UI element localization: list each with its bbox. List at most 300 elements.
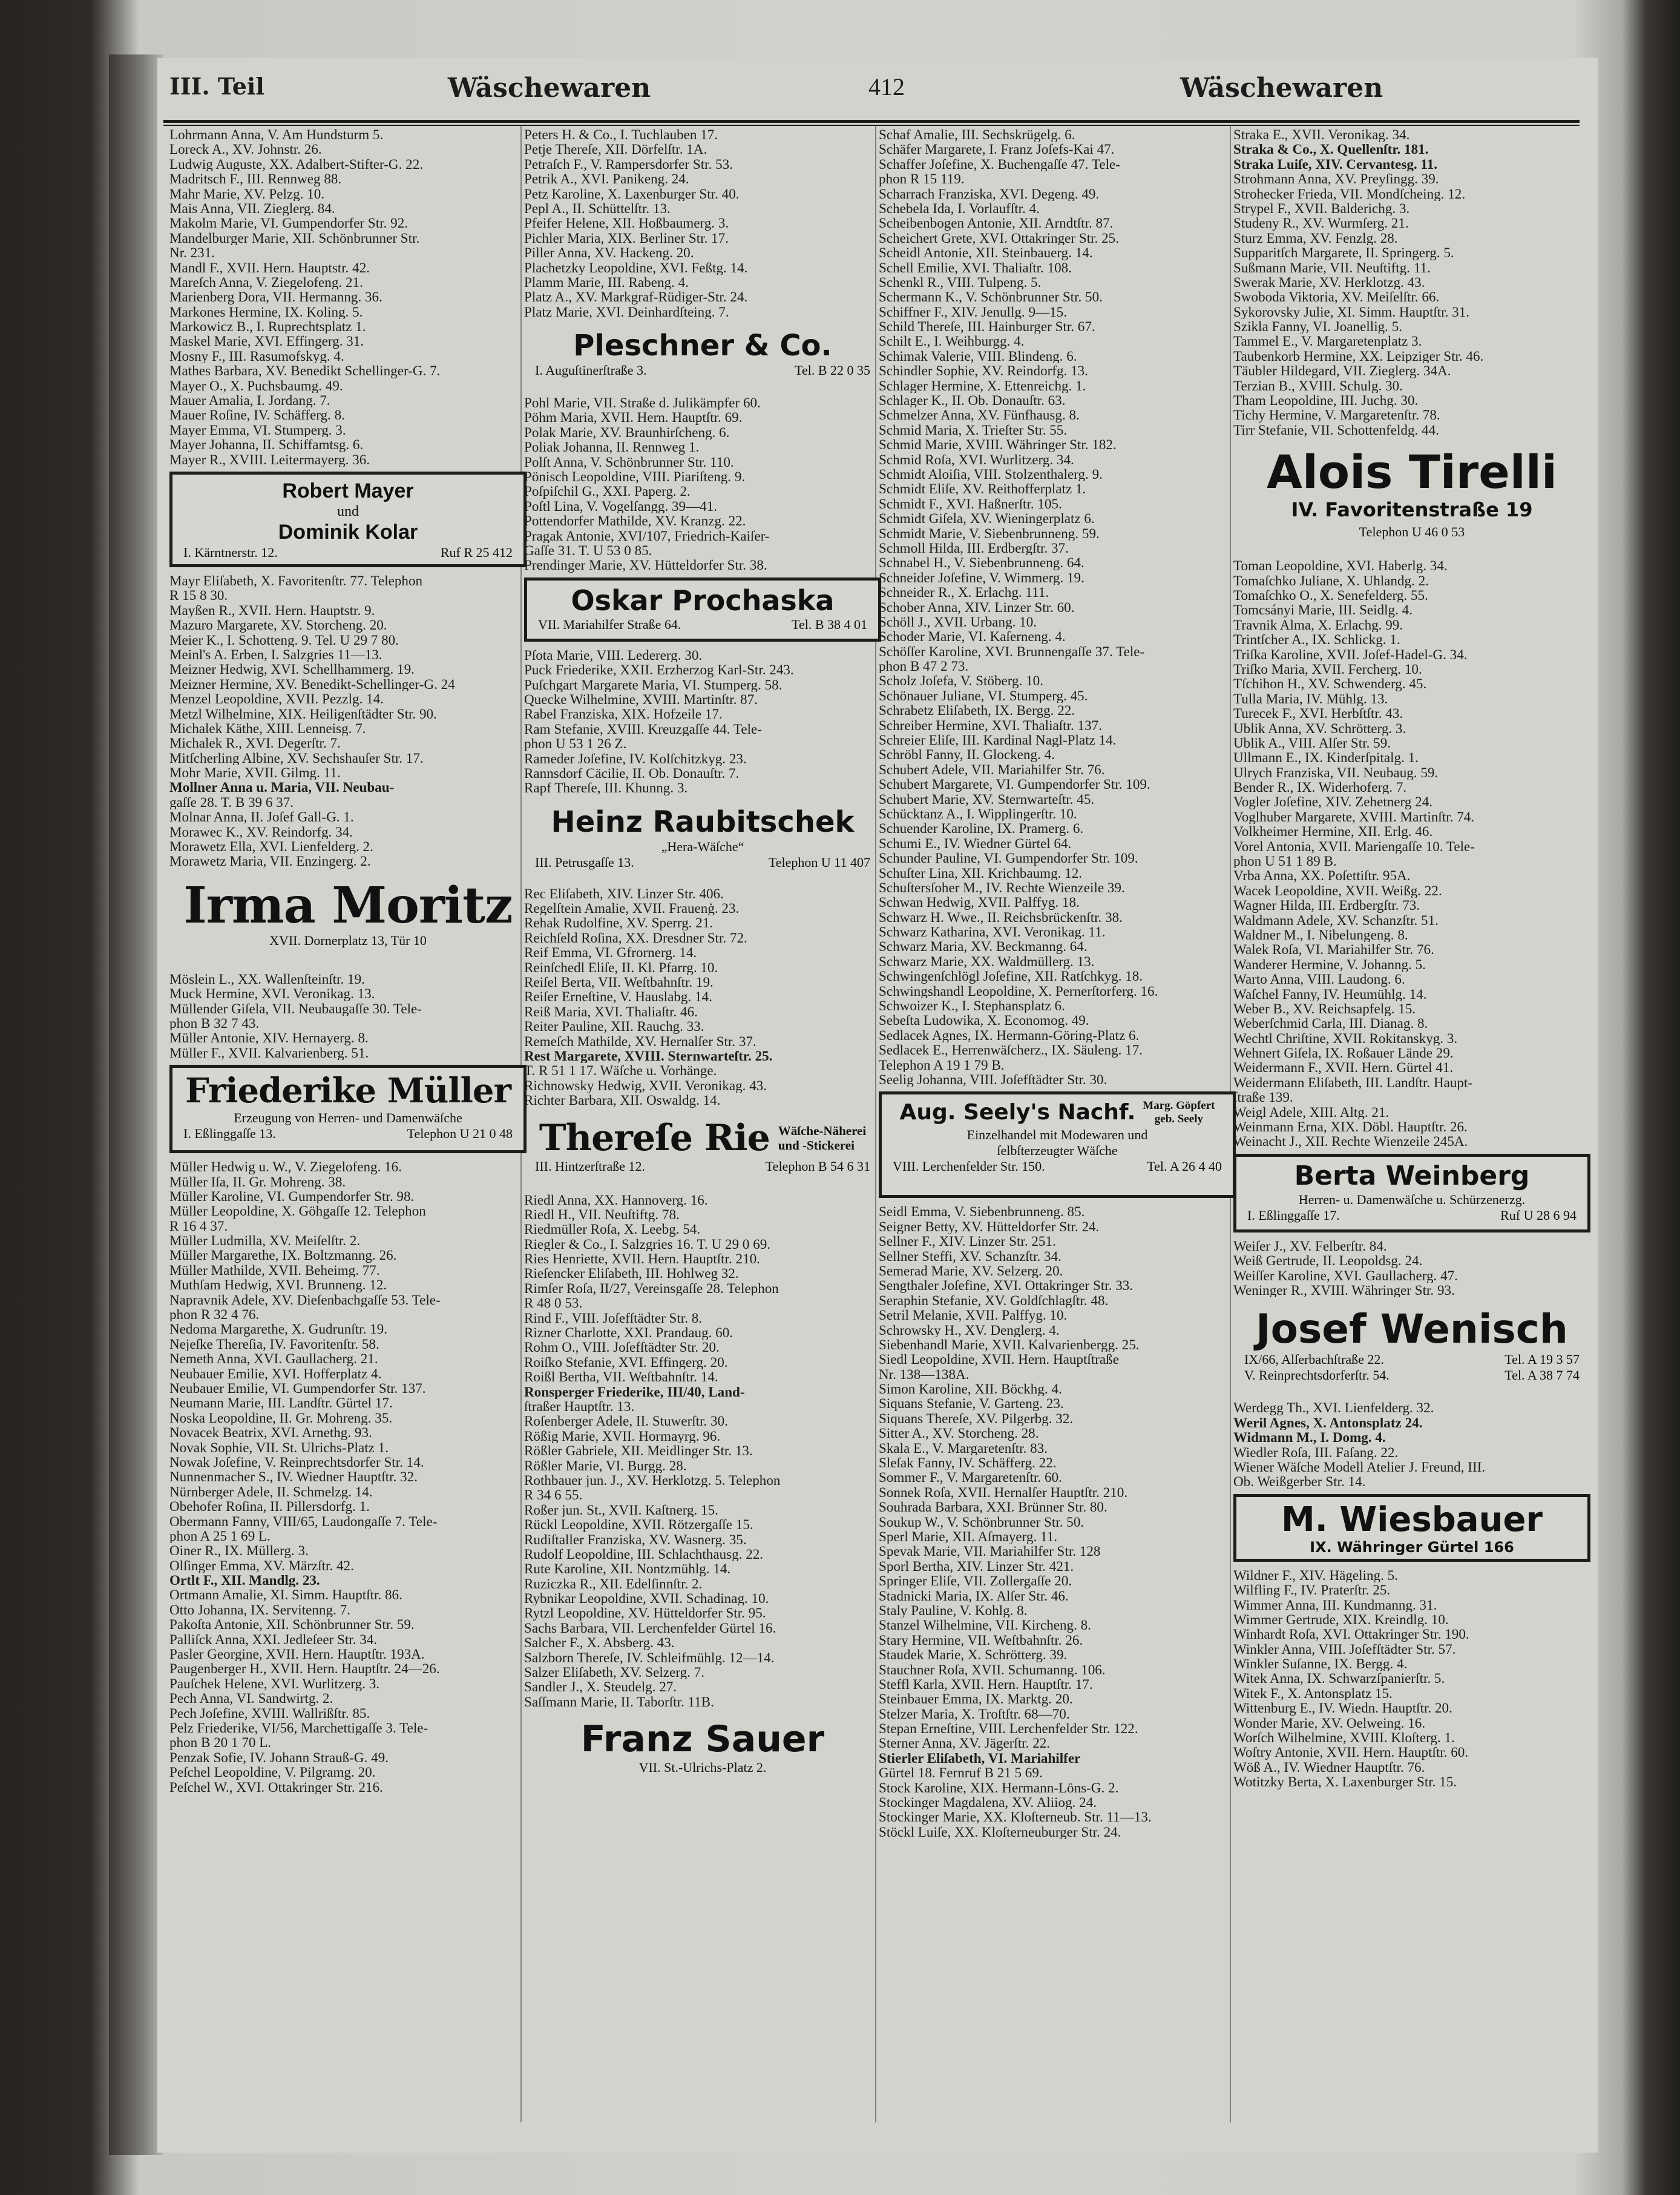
advertiser-subname-line: Wäſche-Näherei (778, 1123, 867, 1138)
directory-entry: Mitſcherling Albine, XV. Sechshauſer Str. 17. (169, 750, 424, 766)
directory-entry: Schenkl R., VIII. Tulpeng. 5. (879, 274, 1042, 290)
page-number: 412 (868, 73, 905, 100)
directory-entry: Vorel Antonia, XVII. Mariengaſſe 10. Tele- (1233, 838, 1475, 854)
directory-entry: Mahr Marie, XV. Pelzg. 10. (169, 186, 325, 201)
directory-entry: Wechtl Chriſtine, XVII. Rokitanskyg. 3. (1233, 1030, 1458, 1046)
directory-entry: Obermann Fanny, VIII/65, Laudongaſſe 7. Tele- (169, 1513, 438, 1529)
directory-entry: Weidermann Eliſabeth, III. Landſtr. Haupt- (1233, 1074, 1473, 1090)
advertiser-name: Thereſe Rie (539, 1116, 770, 1159)
directory-entry: Supparitſch Margarete, II. Springerg. 5. (1233, 245, 1454, 260)
directory-entry: Sterner Anna, XV. Jägerſtr. 22. (879, 1736, 1051, 1751)
directory-entry: Sellner Steffi, XV. Schanzſtr. 34. (879, 1248, 1061, 1263)
directory-entry: Täubler Hildegard, VII. Zieglerg. 34A. (1233, 363, 1451, 378)
directory-entry: Mayr Eliſabeth, X. Favoritenſtr. 77. Telephon (169, 573, 423, 588)
advertiser-address: I. Auguſtinerſtraße 3. (535, 363, 647, 378)
directory-entry: Pichler Maria, XIX. Berliner Str. 17. (524, 230, 729, 246)
directory-entry: Pſota Marie, VIII. Ledererg. 30. (524, 647, 703, 663)
directory-entry: Strohmann Anna, XV. Preyſingg. 39. (1233, 171, 1439, 186)
advertisement-prochaska (524, 578, 881, 642)
directory-entry: Scheibenbogen Antonie, XII. Arndtſtr. 87. (879, 216, 1114, 231)
advertiser-address: IX. Währinger Gürtel 166 (1310, 1538, 1514, 1556)
directory-entry: Schmidt F., XVI. Haßnerſtr. 105. (879, 496, 1062, 512)
directory-entry: Roſenberger Adele, II. Stuwerſtr. 30. (524, 1413, 728, 1429)
directory-entry: Staly Pauline, V. Kohlg. 8. (879, 1602, 1028, 1618)
directory-entry: Ludwig Auguste, XX. Adalbert-Stifter-G. 22. (169, 156, 424, 172)
directory-entry: Petje Thereſe, XII. Dörfelſtr. 1A. (524, 142, 707, 157)
advertisement-pleschner (524, 325, 881, 390)
header-rule-top (163, 120, 1580, 123)
directory-entry: Prendinger Marie, XV. Hütteldorfer Str. 38. (524, 558, 767, 573)
directory-entry: Schäfer Margarete, I. Franz Joſefs-Kai 47. (879, 142, 1115, 157)
directory-entry: Müllender Giſela, VII. Neubaugaſſe 30. Tele- (169, 1001, 422, 1016)
directory-entry: Stadnicki Maria, IX. Alſer Str. 46. (879, 1588, 1069, 1603)
advertisement-rie (524, 1114, 881, 1188)
directory-entry: Reiß Maria, XVI. Thaliaſtr. 46. (524, 1004, 698, 1019)
directory-entry: Paugenberger H., XVII. Hern. Hauptſtr. 24—26. (169, 1661, 440, 1676)
directory-entry: Regelſtein Amalie, XVII. Frauenģ. 23. (524, 901, 740, 916)
directory-entry: Pohl Marie, VII. Straße d. Julikämpfer 60. (524, 395, 761, 410)
directory-entry: Makolm Marie, VI. Gumpendorfer Str. 92. (169, 216, 409, 231)
directory-entry: Reiter Pauline, XII. Rauchg. 33. (524, 1019, 704, 1034)
directory-entry: Steinbauer Emma, IX. Marktg. 20. (879, 1691, 1073, 1706)
advertiser-name: Heinz Raubitschek (551, 805, 855, 839)
directory-entry: Sachs Barbara, VII. Lerchenfelder Gürtel 16. (524, 1620, 776, 1636)
directory-entry: Scheidl Antonie, XII. Steinbauerg. 14. (879, 245, 1093, 260)
directory-entry: R 15 8 30. (169, 588, 228, 603)
directory-entry: Mayer R., XVIII. Leitermayerg. 36. (169, 452, 370, 467)
directory-entry: Wanderer Hermine, V. Johanng. 5. (1233, 956, 1426, 972)
directory-entry: Rameder Joſefine, IV. Kolſchitzkyg. 23. (524, 751, 747, 766)
directory-entry: Polſt Anna, V. Schönbrunner Str. 110. (524, 454, 734, 470)
directory-entry: Weber B., XV. Reichsapfelg. 15. (1233, 1001, 1416, 1016)
advertiser-address: I. Eßlinggaſſe 13. (183, 1126, 276, 1142)
directory-entry: Mauer Amalia, I. Jordang. 7. (169, 393, 330, 408)
directory-entry: Weinacht J., XII. Rechte Wienzeile 245A. (1233, 1134, 1468, 1149)
directory-entry: Schwoizer K., I. Stephansplatz 6. (879, 998, 1065, 1013)
directory-entry: Nemeth Anna, XVI. Gaullacherg. 21. (169, 1351, 378, 1366)
directory-entry: Stanzel Wilhelmine, VII. Kircheng. 8. (879, 1617, 1091, 1633)
directory-entry: Rößler Marie, VI. Burgg. 28. (524, 1458, 687, 1473)
directory-entry: Schmid Marie, XVIII. Währinger Str. 182. (879, 437, 1117, 452)
directory-entry: Schneider R., X. Erlachg. 111. (879, 585, 1049, 600)
column-3 (879, 127, 1236, 2125)
directory-entry: Schwarz H. Wwe., II. Reichsbrückenſtr. 38. (879, 909, 1123, 925)
directory-entry: phon U 51 1 89 B. (1233, 854, 1337, 869)
directory-entry: Szikla Fanny, VI. Joanellig. 5. (1233, 319, 1403, 334)
directory-entry: Rohm O., VIII. Joſefſtädter Str. 20. (524, 1340, 720, 1355)
directory-entry: Vrba Anna, XX. Poſettiſtr. 95A. (1233, 868, 1411, 883)
directory-entry: Stepan Erneſtine, VIII. Lerchenfelder Str. 122. (879, 1721, 1138, 1736)
directory-entry: Weigl Adele, XIII. Altg. 21. (1233, 1104, 1390, 1120)
directory-entry: Pottendorfer Mathilde, XV. Kranzg. 22. (524, 513, 746, 528)
directory-entry: Sellner F., XIV. Linzer Str. 251. (879, 1234, 1056, 1249)
directory-entry: Schubert Marie, XV. Sternwarteſtr. 45. (879, 791, 1095, 806)
directory-entry: phon R 32 4 76. (169, 1307, 260, 1322)
advertiser-subname-line: Marg. Göpfert (1143, 1099, 1215, 1113)
directory-entry: Bender R., IX. Widerhoferg. 7. (1233, 780, 1407, 795)
directory-entry: Weiſer J., XV. Felberſtr. 84. (1233, 1238, 1387, 1254)
directory-entry: Schuſtersſoher M., IV. Rechte Wienzeile 39. (879, 880, 1125, 895)
directory-entry: Werdegg Th., XVI. Lienfelderg. 32. (1233, 1400, 1434, 1415)
directory-entry: Triſka Karoline, XVII. Joſef-Hadel-G. 34. (1233, 647, 1468, 662)
directory-entry: Mais Anna, VII. Zieglerg. 84. (169, 200, 335, 216)
directory-entry: Müller Karoline, VI. Gumpendorfer Str. 98. (169, 1188, 415, 1204)
directory-entry: Winkler Suſanne, IX. Bergg. 4. (1233, 1656, 1408, 1671)
directory-entry: phon U 53 1 26 Z. (524, 736, 627, 751)
directory-entry: Meinl's A. Erben, I. Salzgries 11—13. (169, 647, 382, 662)
advertiser-name: Berta Weinberg (1294, 1160, 1530, 1191)
advertisement-tirelli (1233, 443, 1590, 553)
directory-entry: Stockinger Marie, XX. Kloſterneub. Str. 11—13. (879, 1809, 1152, 1825)
directory-entry: Sitter A., XV. Storcheng. 28. (879, 1426, 1039, 1441)
directory-entry: Petrik A., XVI. Panikeng. 24. (524, 171, 689, 186)
directory-entry: Mohr Marie, XVII. Gilmg. 11. (169, 765, 341, 780)
directory-entry: Rest Margarete, XVIII. Sternwarteſtr. 25. (524, 1048, 773, 1064)
directory-entry: Schneider Joſefine, V. Wimmerg. 19. (879, 570, 1084, 585)
directory-entry: Ublik Anna, XV. Schrötterg. 3. (1233, 720, 1406, 736)
directory-entry: Remeſch Mathilde, XV. Hernalſer Str. 37. (524, 1033, 756, 1048)
directory-entry: Molnar Anna, II. Joſef Gall-G. 1. (169, 809, 354, 824)
directory-entry: Tirr Stefanie, VII. Schottenfeldg. 44. (1233, 422, 1439, 438)
directory-entry: Morawec K., XV. Reindorfg. 34. (169, 824, 353, 840)
advertiser-phone: Tel. A 19 3 57 (1504, 1352, 1580, 1367)
directory-entry: Worſch Wilhelmine, XVIII. Kloſterg. 1. (1233, 1730, 1455, 1745)
directory-entry: Rößig Marie, XVII. Hormayrg. 96. (524, 1428, 721, 1444)
directory-entry: Steffl Karla, XVII. Hern. Hauptſtr. 17. (879, 1676, 1093, 1692)
directory-entry: Wimmer Anna, III. Kundmanng. 31. (1233, 1597, 1437, 1612)
right-title: Wäschewaren (1180, 73, 1383, 104)
directory-entry: Schrabetz Eliſabeth, IX. Bergg. 22. (879, 703, 1075, 718)
directory-entry: Reichſeld Roſina, XX. Dresdner Str. 72. (524, 930, 747, 946)
directory-entry: Ruziczka R., XII. Edelſinnſtr. 2. (524, 1576, 703, 1591)
advertiser-address: Telephon U 46 0 53 (1359, 524, 1465, 540)
directory-entry: Siedl Leopoldine, XVII. Hern. Hauptſtraße (879, 1352, 1119, 1367)
directory-entry: Rec Eliſabeth, XIV. Linzer Str. 406. (524, 886, 724, 901)
directory-entry: Novak Sophie, VII. St. Ulrichs-Platz 1. (169, 1440, 389, 1455)
directory-entry: Toman Leopoldine, XVI. Haberlg. 34. (1233, 558, 1448, 573)
advertiser-name: Josef Wenisch (1256, 1306, 1568, 1353)
advertiser-phone: Telephon B 54 6 31 (765, 1158, 870, 1174)
directory-entry: Poliak Johanna, II. Rennweg 1. (524, 439, 700, 455)
advertisement-sauer (524, 1715, 881, 1789)
advertiser-address: XVII. Dornerplatz 13, Tür 10 (269, 932, 427, 948)
directory-entry: Ob. Weißgerber Str. 14. (1233, 1474, 1366, 1489)
directory-entry: Schrowsky H., XV. Denglerg. 4. (879, 1322, 1060, 1337)
directory-entry: Sturz Emma, XV. Fenzlg. 28. (1233, 230, 1398, 246)
directory-entry: Sedlacek Agnes, IX. Hermann-Göring-Platz 6. (879, 1027, 1140, 1043)
directory-entry: Schwan Hedwig, XVII. Palffyg. 18. (879, 895, 1080, 910)
advertiser-contact (882, 1159, 1233, 1174)
directory-entry: Wimmer Gertrude, XIX. Kreindlg. 10. (1233, 1611, 1449, 1627)
directory-entry: ſtraßer Hauptſtr. 13. (524, 1399, 635, 1414)
directory-entry: Mayer Johanna, II. Schiffamtsg. 6. (169, 437, 364, 452)
directory-entry: Müller Hedwig u. W., V. Ziegelofeng. 16. (169, 1159, 402, 1174)
directory-entry: Müller Margarethe, IX. Boltzmanng. 26. (169, 1248, 397, 1263)
directory-entry: Voglhuber Margarete, XVIII. Martinſtr. 74. (1233, 809, 1475, 824)
directory-entry: Meizner Hermine, XV. Benedikt-Schellinger-G. 24 (169, 676, 455, 692)
directory-entry: Ullmann E., IX. Kinderſpitalg. 1. (1233, 750, 1419, 765)
directory-entry: Weril Agnes, X. Antonsplatz 24. (1233, 1415, 1423, 1430)
directory-entry: Straka & Co., X. Quellenſtr. 181. (1233, 142, 1429, 157)
directory-entry: Scholz Joſefa, V. Stöberg. 10. (879, 673, 1043, 688)
directory-entry: Polak Marie, XV. Braunhirſcheng. 6. (524, 424, 730, 440)
directory-entry: Möslein L., XX. Wallenſteinſtr. 19. (169, 971, 365, 987)
directory-entry: Stary Hermine, VII. Weſtbahnſtr. 26. (879, 1632, 1083, 1648)
directory-entry: Muck Hermine, XVI. Veronikag. 13. (169, 986, 375, 1001)
directory-entry: Strohecker Frieda, VII. Mondſcheing. 12. (1233, 186, 1466, 201)
advertiser-subname-line: und -Stickerei (778, 1137, 855, 1153)
advertiser-tagline: „Hera-Wäſche“ (661, 838, 744, 854)
header-rule-bottom (163, 125, 1580, 126)
directory-entry: Reiſer Erneſtine, V. Hauslabg. 14. (524, 989, 712, 1004)
directory-entry: Stelzer Maria, X. Troſtſtr. 68—70. (879, 1706, 1070, 1722)
directory-entry: Weiß Gertrude, II. Leopoldsg. 24. (1233, 1253, 1423, 1268)
directory-entry: Richter Barbara, XII. Oswaldg. 14. (524, 1093, 721, 1108)
directory-entry: Neumann Marie, III. Landſtr. Gürtel 17. (169, 1395, 393, 1410)
directory-entry: Müller F., XVII. Kalvarienberg. 51. (169, 1045, 369, 1061)
directory-entry: Schuender Karoline, IX. Pramerg. 6. (879, 821, 1084, 836)
directory-entry: Spevak Marie, VII. Mariahilfer Str. 128 (879, 1544, 1101, 1559)
directory-entry: Michalek Käthe, XIII. Lenneisg. 7. (169, 720, 366, 736)
directory-entry: phon B 32 7 43. (169, 1015, 260, 1031)
directory-entry: Gaſſe 31. T. U 53 0 85. (524, 542, 652, 558)
directory-entry: Rimſer Roſa, II/27, Vereinsgaſſe 28. Telephon (524, 1280, 779, 1296)
directory-entry: Winhardt Roſa, XVI. Ottakringer Str. 190. (1233, 1627, 1469, 1642)
directory-entry: Woſtry Antonie, XVII. Hern. Hauptſtr. 60. (1233, 1745, 1469, 1760)
directory-entry: Weidermann F., XVII. Hern. Gürtel 41. (1233, 1060, 1454, 1075)
directory-entry: Siquans Thereſe, XV. Pilgerbg. 32. (879, 1410, 1074, 1426)
directory-entry: Ortlt F., XII. Mandlg. 23. (169, 1573, 320, 1588)
directory-entry: Schermann K., V. Schönbrunner Str. 50. (879, 289, 1103, 304)
directory-entry: Mareſch Anna, V. Ziegelofeng. 21. (169, 274, 363, 290)
advertiser-address: I. Eßlinggaſſe 17. (1247, 1207, 1340, 1223)
directory-entry: Pönisch Leopoldine, VIII. Piariſteng. 9. (524, 469, 746, 484)
directory-entry: Pasler Georgine, XVII. Hern. Hauptſtr. 193A. (169, 1647, 425, 1662)
directory-entry: Sengthaler Joſefine, XVI. Ottakringer Str. 33. (879, 1278, 1134, 1293)
advertiser-tagline: IV. Favoritenstraße 19 (1291, 498, 1533, 522)
directory-entry: Müller Antonie, XIV. Hernayerg. 8. (169, 1030, 369, 1045)
directory-entry: Rückl Leopoldine, XVII. Rötzergaſſe 15. (524, 1517, 753, 1532)
directory-entry: Schmidt Aloiſia, VIII. Stolzenthalerg. 9. (879, 466, 1103, 482)
directory-entry: R 16 4 37. (169, 1218, 228, 1234)
advertiser-phone: Tel. B 38 4 01 (792, 616, 867, 632)
directory-entry: Nejeſke Thereſia, IV. Favoritenſtr. 58. (169, 1336, 379, 1352)
directory-entry: Souhrada Barbara, XXI. Brünner Str. 80. (879, 1499, 1107, 1515)
directory-entry: Rehak Rudolfine, XV. Sperrg. 21. (524, 915, 714, 930)
directory-entry: Triſko Maria, XVII. Fercherg. 10. (1233, 661, 1422, 677)
directory-entry: Tammel E., V. Margaretenplatz 3. (1233, 334, 1422, 349)
page-header (163, 73, 1580, 119)
directory-entry: Schwarz Katharina, XVI. Veronikag. 11. (879, 924, 1106, 940)
directory-entry: Rothbauer jun. J., XV. Herklotzg. 5. Telephon (524, 1472, 781, 1488)
directory-entry: Nürnberger Adele, II. Schmelzg. 14. (169, 1484, 373, 1499)
advertiser-name: Friederike Müller (185, 1071, 511, 1111)
directory-entry: Michalek R., XVI. Degerſtr. 7. (169, 736, 341, 751)
advertiser-description: Einzelhandel mit Modewaren und (966, 1127, 1148, 1143)
directory-entry: Soukup W., V. Schönbrunner Str. 50. (879, 1514, 1084, 1529)
directory-entry: Roßer jun. St., XVII. Kaſtnerg. 15. (524, 1502, 718, 1518)
directory-entry: Tomcsányi Marie, III. Seidlg. 4. (1233, 602, 1413, 617)
directory-entry: Sperl Marie, XII. Aſmayerg. 11. (879, 1529, 1058, 1544)
directory-entry: Straka E., XVII. Veronikag. 34. (1233, 127, 1410, 142)
advertiser-contact (1233, 1352, 1590, 1367)
directory-entry: Schindler Sophie, XV. Reindorfg. 13. (879, 363, 1088, 378)
advertiser-name: Pleschner & Co. (573, 329, 832, 363)
directory-entry: Rieſencker Eliſabeth, III. Hohlweg 32. (524, 1266, 739, 1281)
directory-entry: Schubert Adele, VII. Mariahilfer Str. 76. (879, 762, 1105, 777)
directory-entry: Wonder Marie, XV. Oelweing. 16. (1233, 1715, 1426, 1731)
directory-entry: Turecek F., XVI. Herbſtſtr. 43. (1233, 706, 1403, 721)
directory-entry: Nunnenmacher S., IV. Wiedner Hauptſtr. 32. (169, 1469, 418, 1484)
directory-entry: Tomaſchko Juliane, X. Uhlandg. 2. (1233, 573, 1429, 588)
directory-entry: Olſinger Emma, XV. Märzſtr. 42. (169, 1558, 354, 1573)
directory-entry: Rytzl Leopoldine, XV. Hütteldorfer Str. 95. (524, 1605, 766, 1621)
directory-entry: Mandl F., XVII. Hern. Hauptstr. 42. (169, 260, 370, 275)
directory-entry: Penzak Sofie, IV. Johann Strauß-G. 49. (169, 1749, 389, 1765)
advertiser-contact (1236, 1208, 1587, 1223)
directory-entry: Stauchner Roſa, XVII. Schumanng. 106. (879, 1662, 1106, 1677)
advertiser-name-row (524, 1117, 881, 1159)
left-title: Wäschewaren (448, 73, 651, 104)
directory-entry: Tulla Maria, IV. Mühlg. 13. (1233, 691, 1388, 706)
directory-entry: Schlager K., II. Ob. Donauſtr. 63. (879, 393, 1066, 408)
directory-entry: Schnabel H., V. Siebenbrunneng. 64. (879, 555, 1084, 570)
directory-entry: Straka Luiſe, XIV. Cervantesg. 11. (1233, 156, 1438, 172)
directory-entry: Otto Johanna, IX. Servitenng. 7. (169, 1602, 350, 1617)
directory-entry: Mayer O., X. Puchsbaumg. 49. (169, 378, 343, 393)
directory-entry: Ortmann Amalie, XI. Simm. Hauptſtr. 86. (169, 1587, 402, 1602)
directory-entry: Gürtel 18. Fernruf B 21 5 69. (879, 1765, 1043, 1780)
directory-entry: Seraphin Stefanie, XV. Goldſchlagſtr. 48. (879, 1292, 1109, 1308)
directory-entry: Mauer Roſine, IV. Schäfferg. 8. (169, 407, 345, 423)
directory-entry: Nr. 231. (169, 245, 215, 260)
directory-entry: Weinmann Erna, XIX. Döbl. Hauptſtr. 26. (1233, 1119, 1468, 1134)
directory-entry: Petraſch F., V. Rampersdorfer Str. 53. (524, 156, 733, 172)
directory-entry: Palliſck Anna, XXI. Jedleſeer Str. 34. (169, 1631, 378, 1647)
directory-entry: Wacek Leopoldine, XVII. Weißg. 22. (1233, 883, 1442, 898)
directory-entry: Richnowsky Hedwig, XVII. Veronikag. 43. (524, 1078, 767, 1093)
directory-entry: Loreck A., XV. Johnstr. 26. (169, 142, 322, 157)
directory-entry: gaſſe 28. T. B 39 6 37. (169, 794, 294, 810)
advertiser-name-second: Dominik Kolar (278, 520, 418, 544)
advertisement-mayer (169, 472, 527, 567)
directory-entry: Sleſak Fanny, IV. Schäfferg. 22. (879, 1455, 1057, 1470)
directory-entry: Rabel Franziska, XIX. Hofzeile 17. (524, 706, 723, 722)
directory-entry: Strypel F., XVII. Balderichg. 3. (1233, 200, 1410, 216)
directory-entry: Winkler Anna, VIII. Joſefſtädter Str. 57. (1233, 1641, 1456, 1657)
directory-entry: Studeny R., XV. Wurmſerg. 21. (1233, 216, 1409, 231)
directory-entry: Meizner Hedwig, XVI. Schellhammerg. 19. (169, 662, 415, 677)
directory-entry: phon A 25 1 69 L. (169, 1528, 271, 1544)
directory-entry: Pfeifer Helene, XII. Hoßbaumerg. 3. (524, 216, 729, 231)
directory-entry: Schild Thereſe, III. Hainburger Str. 67. (879, 319, 1095, 334)
advertiser-address: IX/66, Alſerbachſtraße 22. (1244, 1352, 1384, 1367)
directory-entry: Rudiſtaller Franziska, XV. Wasnerg. 35. (524, 1532, 747, 1547)
advertiser-phone: Telephon U 11 407 (768, 854, 870, 870)
directory-entry: Mollner Anna u. Maria, VII. Neubau- (169, 780, 395, 795)
directory-entry: Rind F., VIII. Joſefſtädter Str. 8. (524, 1310, 703, 1326)
advertiser-address: III. Petrusgaſſe 13. (535, 854, 634, 870)
directory-entry: Schilt E., I. Weihburgg. 4. (879, 334, 1025, 349)
advertiser-name: Franz Sauer (580, 1718, 825, 1761)
advertiser-phone: Tel. A 26 4 40 (1147, 1159, 1222, 1174)
directory-entry: Metzl Wilhelmine, XIX. Heiligenſtädter Str. 90. (169, 706, 437, 721)
directory-entry: Weberſchmid Carla, III. Dianag. 8. (1233, 1016, 1428, 1031)
directory-entry: Poſtl Lina, V. Vogelſangg. 39—41. (524, 498, 718, 514)
advertiser-address: VII. Mariahilfer Straße 64. (538, 616, 681, 632)
directory-entry: Sommer F., V. Margaretenſtr. 60. (879, 1470, 1062, 1485)
directory-entry: Pepl A., II. Schüttelſtr. 13. (524, 200, 671, 216)
directory-entry: Platz A., XV. Markgraf-Rüdiger-Str. 24. (524, 289, 748, 304)
directory-entry: Mayer Emma, VI. Stumperg. 3. (169, 422, 346, 438)
advertiser-tagline: und (337, 503, 359, 519)
directory-entry: Trintſcher A., IX. Schlickg. 1. (1233, 632, 1400, 647)
directory-entry: Taubenkorb Hermine, XX. Leipziger Str. 46. (1233, 348, 1484, 364)
directory-entry: Petz Karoline, X. Laxenburger Str. 40. (524, 186, 740, 201)
directory-entry: Ublik A., VIII. Alſer Str. 59. (1233, 735, 1391, 751)
directory-entry: Neubauer Emilie, VI. Gumpendorfer Str. 137. (169, 1381, 426, 1396)
directory-entry: Marienberg Dora, VII. Hermanng. 36. (169, 289, 382, 304)
advertiser-name-row (882, 1098, 1233, 1127)
directory-entry: Skala E., V. Margaretenſtr. 83. (879, 1440, 1048, 1456)
directory-entry: Poſpiſchil G., XXI. Paperg. 2. (524, 484, 691, 499)
directory-entry: ſtraße 139. (1233, 1090, 1293, 1105)
directory-entry: Wittenburg E., IV. Wiedn. Hauptſtr. 20. (1233, 1700, 1452, 1716)
directory-entry: Reiſel Berta, VII. Weſtbahnſtr. 19. (524, 975, 714, 990)
directory-entry: Schober Anna, XIV. Linzer Str. 60. (879, 599, 1075, 614)
advertiser-description: ſelbſterzeugter Wäſche (997, 1143, 1118, 1159)
directory-entry: Novacek Beatrix, XVI. Arnethg. 93. (169, 1425, 372, 1440)
advertisement-wenisch (1233, 1303, 1590, 1395)
advertisement-raubitschek (524, 801, 881, 881)
directory-entry: Schmoll Hilda, III. Erdbergſtr. 37. (879, 540, 1069, 556)
directory-entry: Schönauer Juliane, VI. Stumperg. 45. (879, 688, 1088, 703)
advertiser-tagline: Erzeugung von Herren- und Damenwäſche (234, 1110, 462, 1126)
directory-entry: Rößler Gabriele, XII. Meidlinger Str. 13. (524, 1443, 753, 1458)
directory-entry: Lohrmann Anna, V. Am Hundsturm 5. (169, 127, 384, 142)
directory-entry: Pelz Friederike, VI/56, Marchettigaſſe 3. Tele- (169, 1720, 428, 1736)
advertiser-contact (524, 855, 881, 870)
directory-entry: Roiſko Stefanie, XVI. Effingerg. 20. (524, 1354, 728, 1370)
directory-entry: Swoboda Viktoria, XV. Meiſelſtr. 66. (1233, 289, 1440, 304)
directory-entry: Schmidt Marie, V. Siebenbrunneng. 59. (879, 525, 1100, 541)
directory-entry: Neubauer Emilie, XVI. Hofferplatz 4. (169, 1366, 382, 1381)
directory-entry: Markones Hermine, IX. Koling. 5. (169, 304, 363, 320)
directory-entry: Müller Leopoldine, X. Göhgaſſe 12. Telephon (169, 1203, 426, 1219)
directory-entry: Rapf Thereſe, III. Khunng. 3. (524, 780, 688, 795)
advertiser-name: Irma Moritz (183, 876, 513, 935)
directory-entry: Pauſchek Helene, XVI. Wurlitzerg. 3. (169, 1676, 380, 1691)
directory-entry: Schlager Hermine, X. Ettenreichg. 1. (879, 378, 1086, 393)
advertiser-phone: Telephon U 21 0 48 (407, 1126, 513, 1142)
directory-entry: Tomaſchko O., X. Senefelderg. 55. (1233, 587, 1428, 603)
column-4 (1233, 127, 1590, 2125)
directory-entry: Volkheimer Hermine, XII. Erlg. 46. (1233, 824, 1433, 839)
directory-entry: Schell Emilie, XVI. Thaliaſtr. 108. (879, 260, 1072, 275)
directory-entry: Plamm Marie, III. Rabeng. 4. (524, 274, 689, 290)
directory-entry: Tham Leopoldine, III. Juchg. 30. (1233, 393, 1419, 408)
column-2 (524, 127, 881, 2125)
directory-entry: Peters H. & Co., I. Tuchlauben 17. (524, 127, 718, 142)
directory-entry: R 48 0 53. (524, 1295, 583, 1311)
directory-entry: Rute Karoline, XII. Nontzmühlg. 14. (524, 1561, 731, 1576)
directory-entry: Mathes Barbara, XV. Benedikt Schellinger-G. 7. (169, 363, 441, 378)
directory-entry: Schröbl Fanny, II. Glockeng. 4. (879, 747, 1055, 762)
directory-entry: Ries Henriette, XVII. Hern. Hauptſtr. 210. (524, 1251, 760, 1266)
directory-entry: Noska Leopoldine, II. Gr. Mohreng. 35. (169, 1410, 393, 1426)
directory-entry: R 34 6 55. (524, 1487, 583, 1502)
directory-entry: Weiſſer Karoline, XVI. Gaullacherg. 47. (1233, 1268, 1458, 1283)
